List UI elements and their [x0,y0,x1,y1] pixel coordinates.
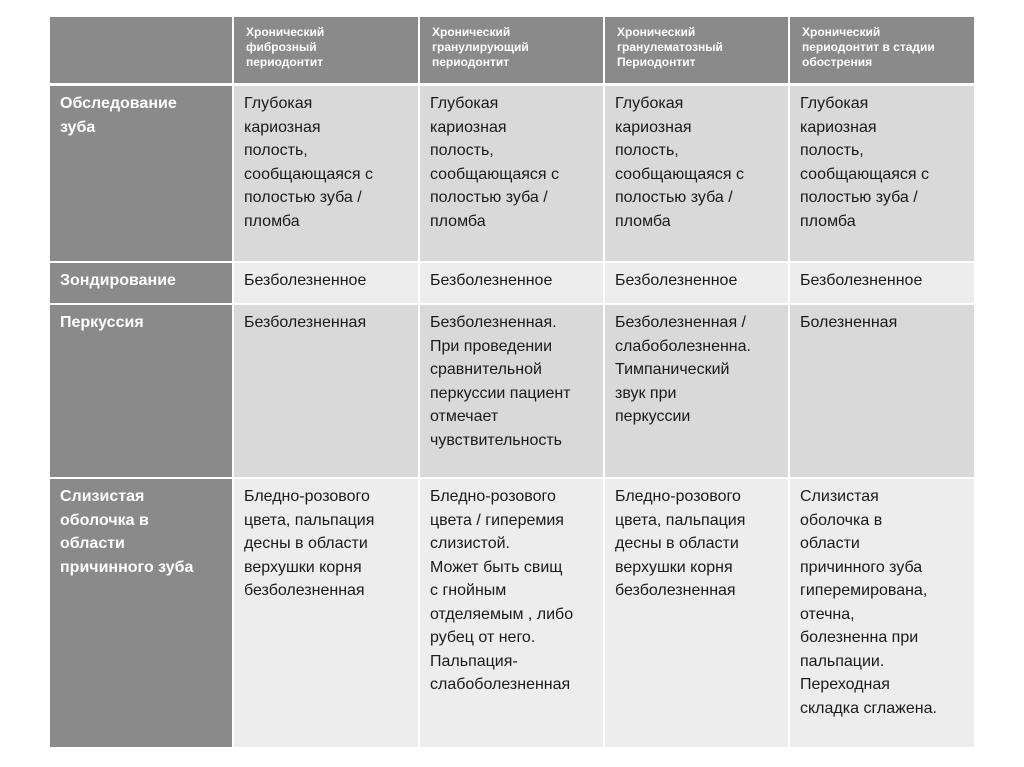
table-cell: Безболезненное [234,263,420,305]
row-header-examination: Обследование зуба [50,86,234,263]
table-cell: Болезненная [790,305,974,479]
column-header-granulomatous: Хронический гранулематозный Периодонтит [605,17,790,86]
table-row [50,263,974,305]
table-cell: Глубокая кариозная полость, сообщающаяся с полостью зуба / пломба [605,86,790,263]
table-cell: Глубокая кариозная полость, сообщающаяся с полостью зуба / пломба [234,86,420,263]
table-cell: Бледно-розового цвета, пальпация десны в области верхушки корня безболезненная [605,479,790,749]
column-header-granulating: Хронический гранулирующий периодонтит [420,17,605,86]
table-row [50,86,974,263]
table-cell: Безболезненная [234,305,420,479]
table-header-row [50,17,974,86]
table-cell: Глубокая кариозная полость, сообщающаяся с полостью зуба / пломба [790,86,974,263]
table-cell: Бледно-розового цвета / гиперемия слизистой. Может быть свищ с гнойным отделяемым , либо рубец от него. Пальпация- слабоболезненная [420,479,605,749]
table-cell: Бледно-розового цвета, пальпация десны в области верхушки корня безболезненная [234,479,420,749]
table-cell: Безболезненное [790,263,974,305]
comparison-table [50,17,974,749]
table-row [50,305,974,479]
table-row [50,479,974,749]
table-cell: Глубокая кариозная полость, сообщающаяся с полостью зуба / пломба [420,86,605,263]
header-corner [50,17,234,86]
row-header-mucosa: Слизистая оболочка в области причинного зуба [50,479,234,749]
table-cell: Безболезненная / слабоболезненна. Тимпанический звук при перкуссии [605,305,790,479]
row-header-probing: Зондирование [50,263,234,305]
table-cell: Безболезненное [605,263,790,305]
table-cell: Безболезненное [420,263,605,305]
row-header-percussion: Перкуссия [50,305,234,479]
table-cell: Слизистая оболочка в области причинного зуба гиперемирована, отечна, болезненна при пальпации. Переходная складка сглажена. [790,479,974,749]
column-header-fibrous: Хронический фиброзный периодонтит [234,17,420,86]
table-cell: Безболезненная. При проведении сравнительной перкуссии пациент отмечает чувствительность [420,305,605,479]
column-header-exacerbation: Хронический периодонтит в стадии обострения [790,17,974,86]
